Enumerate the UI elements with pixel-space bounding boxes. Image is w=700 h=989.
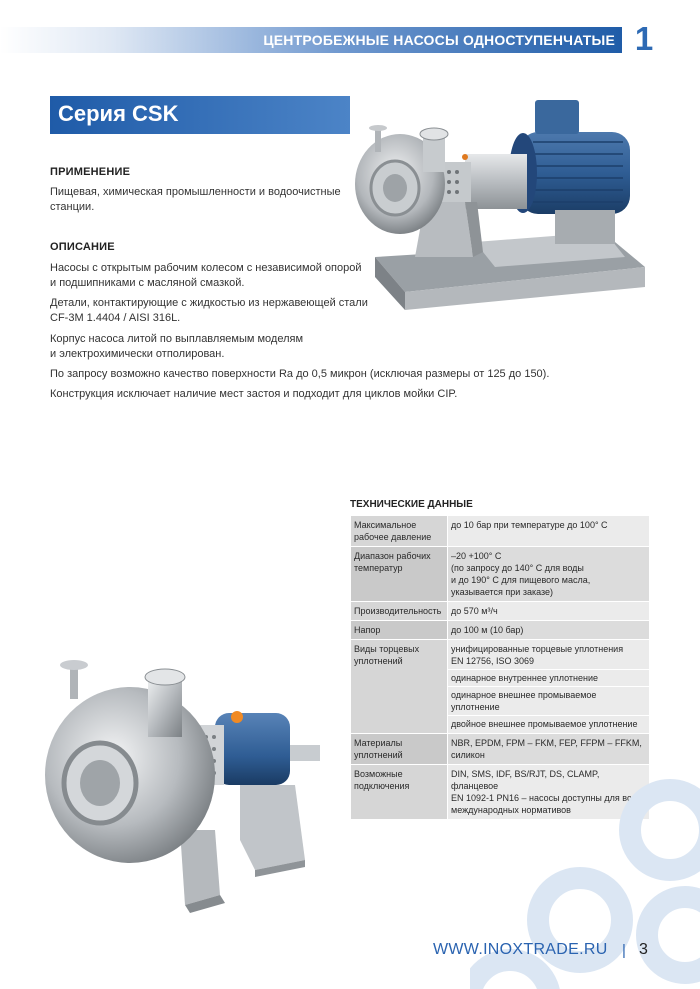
spec-key: Материалы уплотнений xyxy=(351,734,448,765)
footer-separator: | xyxy=(622,942,626,959)
spec-value-line: DIN, SMS, IDF, BS/RJT, DS, CLAMP, фланцевое EN 1092-1 PN16 – насосы доступны для всех международных нормативов xyxy=(451,769,641,815)
spec-key: Виды торцевых уплотнений xyxy=(351,640,448,734)
chapter-number: 1 xyxy=(634,20,654,57)
spec-value xyxy=(448,602,650,621)
spec-row-seal-materials xyxy=(351,734,650,765)
description-heading: ОПИСАНИЕ xyxy=(50,241,115,253)
spec-row-temperature xyxy=(351,547,650,602)
spec-value xyxy=(448,547,650,602)
spec-value xyxy=(448,734,650,765)
spec-value-line: до 570 м³/ч xyxy=(451,606,498,616)
spec-row-head xyxy=(351,621,650,640)
series-title: Серия CSK xyxy=(58,101,179,126)
spec-value xyxy=(448,640,650,734)
spec-value-line: одинарное внутреннее уплотнение xyxy=(448,669,649,684)
spec-value-line: одинарное внешнее промываемое уплотнение xyxy=(448,686,649,713)
series-banner xyxy=(50,96,350,134)
description-p2: Детали, контактирующие с жидкостью из нержавеющей стали CF-3M 1.4404 / AISI 316L. xyxy=(50,297,368,324)
pump-motor-image xyxy=(355,92,655,317)
description-p5: Конструкция исключает наличие мест застоя и подходит для циклов мойки CIP. xyxy=(50,388,458,400)
spec-row-capacity xyxy=(351,602,650,621)
spec-value-line: до 10 бар при температуре до 100° C xyxy=(451,520,608,530)
spec-value-line: двойное внешнее промываемое уплотнение xyxy=(448,715,649,730)
spec-key: Возможные подключения xyxy=(351,765,448,820)
footer-url[interactable]: WWW.INOXTRADE.RU xyxy=(433,941,608,958)
description-p1: Насосы с открытым рабочим колесом с независимой опорой и подшипниками с масляной смазкой. xyxy=(50,262,362,289)
application-text: Пищевая, химическая промышленности и водоочистные станции. xyxy=(50,186,341,213)
spec-value-line: –20 +100° C (по запросу до 140° C для воды и до 190° C для пищевого масла, указывается при заказе) xyxy=(451,551,591,597)
pump-bare-image xyxy=(40,655,330,915)
spec-value-line: NBR, EPDM, FPM – FKM, FEP, FFPM – FFKM, силикон xyxy=(451,738,642,760)
spec-value-line: до 100 м (10 бар) xyxy=(451,625,524,635)
spec-row-pressure xyxy=(351,516,650,547)
spec-key: Диапазон рабочих температур xyxy=(351,547,448,602)
spec-value xyxy=(448,516,650,547)
application-heading: ПРИМЕНЕНИЕ xyxy=(50,166,131,178)
spec-value xyxy=(448,621,650,640)
spec-key: Напор xyxy=(351,621,448,640)
spec-row-seals xyxy=(351,640,650,734)
description-p4: По запросу возможно качество поверхности Ra до 0,5 микрон (исключая размеры от 125 до 150). xyxy=(50,368,550,380)
spec-key: Производительность xyxy=(351,602,448,621)
page-number: 3 xyxy=(639,941,648,958)
header-title: ЦЕНТРОБЕЖНЫЕ НАСОСЫ ОДНОСТУПЕНЧАТЫЕ xyxy=(263,32,615,48)
description-p3: Корпус насоса литой по выплавляемым моделям и электрохимически отполирован. xyxy=(50,333,304,360)
specs-heading: ТЕХНИЧЕСКИЕ ДАННЫЕ xyxy=(350,499,473,510)
spec-key: Максимальное рабочее давление xyxy=(351,516,448,547)
spec-value-line: унифицированные торцевые уплотнения EN 12756, ISO 3069 xyxy=(451,644,624,666)
